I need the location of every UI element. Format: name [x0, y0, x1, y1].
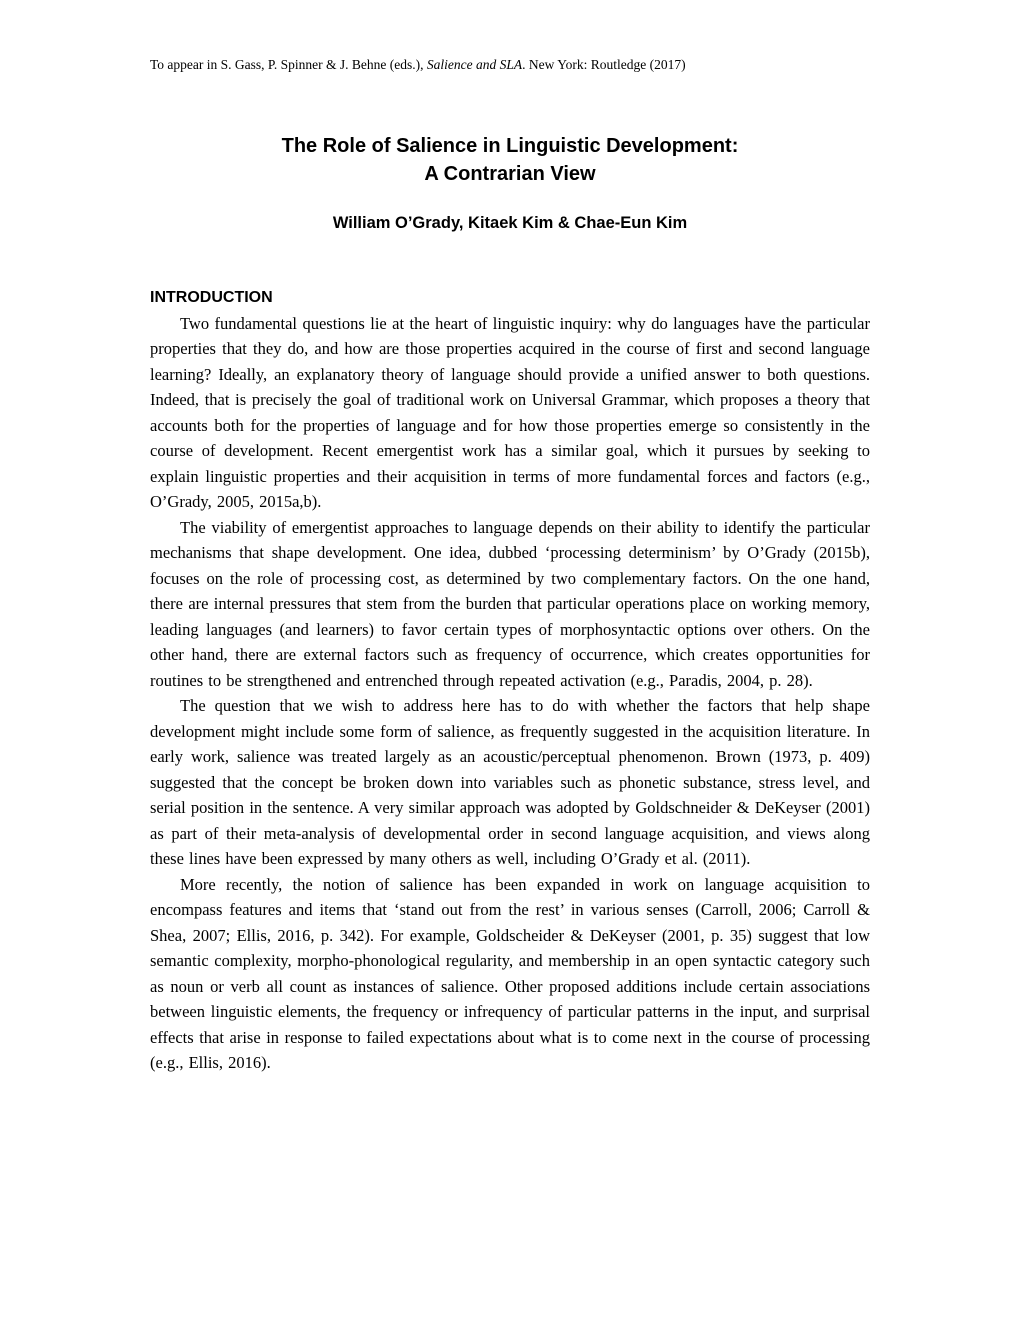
paragraph-4: More recently, the notion of salience has been expanded in work on language acquisition to encompass features and items that ‘stand out from the rest’ in various senses (Carroll, 2006; Carroll & Shea, 2007; Ellis, 2016, p. 342). For example, Goldscheider & DeKeyser (2001, p. 35) suggest that low semantic complexity, morpho-phonological regularity, and membership in an open syntactic category such as noun or verb all count as instances of salience. Other proposed additions include certain associations between linguistic elements, the frequency or infrequency of particular patterns in the input, and surprisal effects that arise in response to failed expectations about what is to come next in the course of processing (e.g., Ellis, 2016).: [150, 874, 870, 1073]
authors-line: William O’Grady, Kitaek Kim & Chae-Eun Kim: [332, 213, 688, 232]
paper-title: [150, 132, 870, 188]
publication-header-suffix: . New York: Routledge (2017): [522, 57, 686, 72]
publication-header-book-title: Salience and SLA: [426, 57, 523, 72]
section-heading-introduction: INTRODUCTION: [150, 288, 273, 306]
paper-title-line2: A Contrarian View: [424, 162, 596, 185]
paragraph-3: The question that we wish to address here has to do with whether the factors that help shape development might include some form of salience, as frequently suggested in the acquisition literature. In early work, salience was treated largely as an acoustic/perceptual phenomenon. Brown (1973, p. 409) suggested that the concept be broken down into variables such as phonetic substance, stress level, and serial position in the sentence. A very similar approach was adopted by Goldschneider & DeKeyser (2001) as part of their meta-analysis of developmental order in second language acquisition, and views along these lines have been expressed by many others as well, including O’Grady et al. (2011).: [150, 696, 870, 869]
paper-title-line1: The Role of Salience in Linguistic Development:: [281, 134, 739, 157]
paragraph-1: Two fundamental questions lie at the heart of linguistic inquiry: why do languages have the particular properties that they do, and how are those properties acquired in the course of first and second language learning? Ideally, an explanatory theory of language should provide a unified answer to both questions. Indeed, that is precisely the goal of traditional work on Universal Grammar, which proposes a theory that accounts both for the properties of language and for how those properties emerge so consistently in the course of development. Recent emergentist work has a similar goal, which it pursues by seeking to explain linguistic properties and their acquisition in terms of more fundamental forces and factors (e.g., O’Grady, 2005, 2015a,b).: [150, 313, 870, 512]
body-text: [150, 311, 870, 1076]
publication-header-prefix: To appear in S. Gass, P. Spinner & J. Behne (eds.),: [150, 57, 427, 72]
publication-header: [150, 56, 870, 74]
paragraph-2: The viability of emergentist approaches to language depends on their ability to identify the particular mechanisms that shape development. One idea, dubbed ‘processing determinism’ by O’Grady (2015b), focuses on the role of processing cost, as determined by two complementary factors. On the one hand, there are internal pressures that stem from the burden that particular operations place on working memory, leading languages (and learners) to favor certain types of morphosyntactic options over others. On the other hand, there are external factors such as frequency of occurrence, which creates opportunities for routines to be strengthened and entrenched through repeated activation (e.g., Paradis, 2004, p. 28).: [150, 517, 870, 690]
